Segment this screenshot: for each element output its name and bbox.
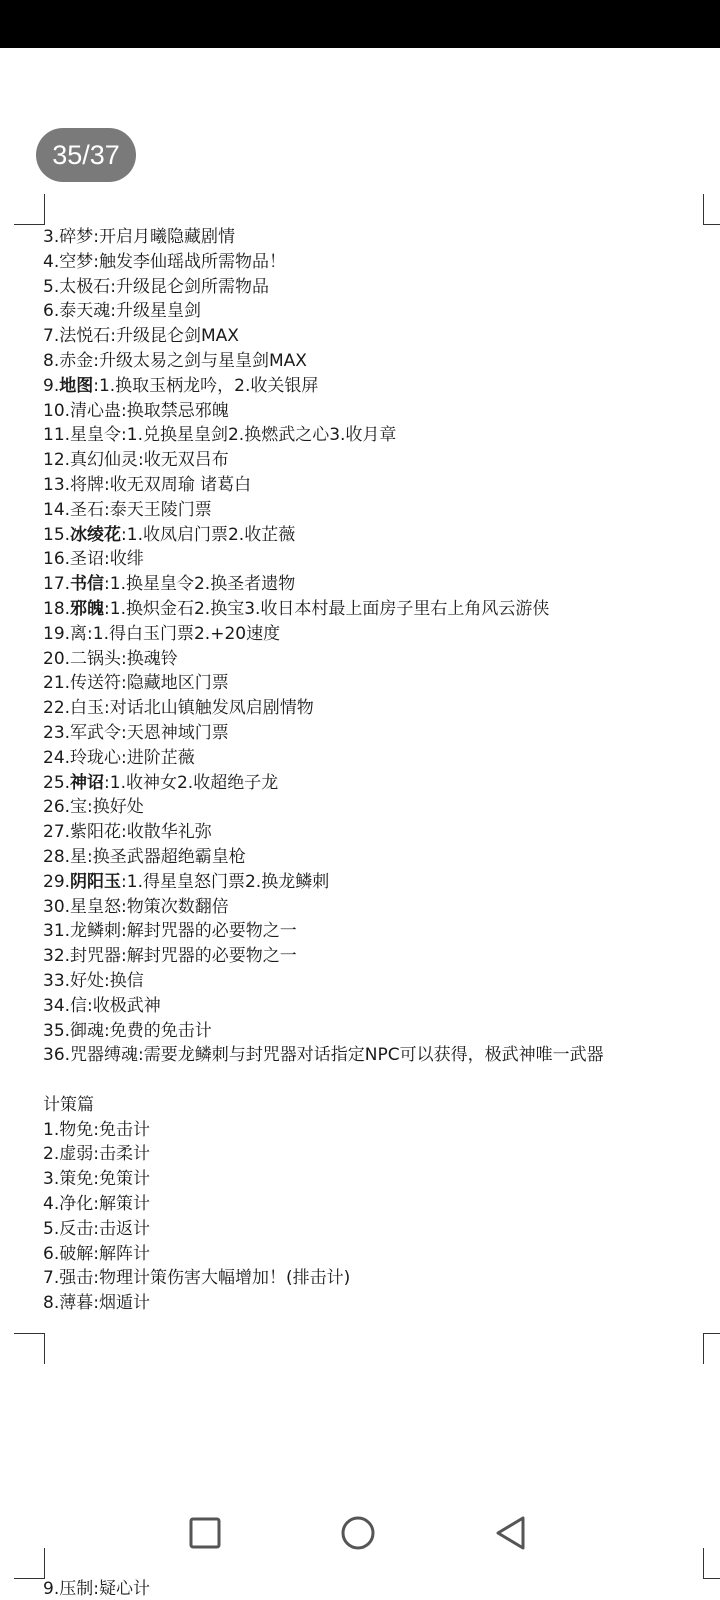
navigation-bar	[0, 1500, 720, 1570]
item-description: 宝:换好处	[70, 797, 144, 818]
item-description: :1.换星皇令2.换圣者遗物	[104, 574, 296, 595]
strategy-list	[43, 1118, 713, 1316]
next-page-first-line: 9.压制:疑心计	[43, 1579, 150, 1599]
item-description: 星皇令:1.兑换星皇剑2.换燃武之心3.收月章	[70, 425, 397, 446]
item-number: 25.	[43, 772, 71, 793]
item-line	[43, 771, 713, 796]
item-line	[43, 919, 713, 944]
item-line	[43, 820, 713, 845]
item-description: 二锅头:换魂铃	[70, 648, 178, 669]
item-line	[43, 721, 713, 746]
item-number: 24.	[43, 747, 71, 768]
square-icon	[186, 1514, 226, 1554]
item-number: 33.	[43, 970, 71, 991]
item-number: 21.	[43, 673, 71, 694]
item-list	[43, 225, 713, 1068]
strategy-line: 5.反击:击返计	[43, 1218, 150, 1239]
item-description: 好处:换信	[70, 970, 144, 991]
item-name-bold: 书信	[70, 574, 105, 595]
item-description: 军武令:天恩神域门票	[70, 722, 229, 743]
strategy-line: 3.策免:免策计	[43, 1169, 150, 1190]
item-description: 清心蛊:换取禁忌邪魄	[70, 400, 229, 421]
item-line	[43, 895, 713, 920]
item-line	[43, 498, 713, 523]
item-description: 白玉:对话北山镇触发凤启剧情物	[70, 698, 314, 719]
item-line	[43, 572, 713, 597]
recent-apps-button[interactable]	[186, 1514, 226, 1554]
page-counter-badge: 35/37	[36, 128, 136, 182]
item-line	[43, 250, 713, 275]
item-line	[43, 845, 713, 870]
item-number: 22.	[43, 698, 71, 719]
item-number: 11.	[43, 425, 71, 446]
item-description: 将牌:收无双周瑜 诸葛白	[70, 474, 252, 495]
item-description: 御魂:免费的免击计	[70, 1020, 212, 1041]
item-number: 26.	[43, 797, 71, 818]
item-description: 圣诏:收绯	[70, 549, 144, 570]
item-line	[43, 969, 713, 994]
item-number: 10.	[43, 400, 71, 421]
item-name-bold: 阴阳玉	[70, 871, 122, 892]
item-description: 法悦石:升级昆仑剑MAX	[59, 326, 239, 347]
back-button[interactable]	[492, 1514, 532, 1554]
home-button[interactable]	[340, 1514, 380, 1554]
item-description: 泰天魂:升级星皇剑	[59, 301, 201, 322]
item-description: 星皇怒:物策次数翻倍	[70, 896, 229, 917]
item-line	[43, 275, 713, 300]
item-description: :1.收神女2.收超绝子龙	[104, 772, 279, 793]
item-line	[43, 597, 713, 622]
item-line	[43, 944, 713, 969]
item-line	[43, 399, 713, 424]
item-number: 7.	[43, 326, 60, 347]
item-line	[43, 994, 713, 1019]
item-number: 19.	[43, 623, 71, 644]
item-number: 4.	[43, 251, 60, 272]
crop-mark-bottom-left	[14, 1333, 45, 1364]
item-number: 29.	[43, 871, 71, 892]
status-bar	[0, 0, 720, 48]
item-line	[43, 423, 713, 448]
item-number: 23.	[43, 722, 71, 743]
item-number: 30.	[43, 896, 71, 917]
item-number: 16.	[43, 549, 71, 570]
item-description: :1.得星皇怒门票2.换龙鳞刺	[121, 871, 330, 892]
item-name-bold: 地图	[59, 375, 94, 396]
item-line	[43, 349, 713, 374]
item-line	[43, 696, 713, 721]
item-description: 太极石:升级昆仑剑所需物品	[59, 276, 269, 297]
item-name-bold: 神诏	[70, 772, 105, 793]
item-number: 36.	[43, 1045, 71, 1066]
item-line	[43, 1043, 713, 1068]
item-number: 17.	[43, 574, 71, 595]
circle-icon	[340, 1514, 380, 1554]
strategy-line: 8.薄暮:烟遁计	[43, 1293, 150, 1314]
item-description: :1.换取玉柄龙吟，2.收关银屏	[93, 375, 319, 396]
item-number: 31.	[43, 921, 71, 942]
item-description: 碎梦:开启月曦隐藏剧情	[59, 227, 235, 247]
item-line	[43, 870, 713, 895]
item-line	[43, 299, 713, 324]
item-description: 离:1.得白玉门票2.+20速度	[70, 623, 281, 644]
strategy-line: 4.净化:解策计	[43, 1194, 150, 1215]
item-description: 龙鳞刺:解封咒器的必要物之一	[70, 921, 297, 942]
item-name-bold: 邪魄	[70, 598, 105, 619]
item-description: 玲珑心:进阶芷薇	[70, 747, 195, 768]
crop-mark-top-right	[703, 194, 720, 225]
item-number: 32.	[43, 946, 71, 967]
item-number: 35.	[43, 1020, 71, 1041]
strategy-heading: 计策篇	[43, 1094, 94, 1115]
item-line	[43, 746, 713, 771]
item-line	[43, 523, 713, 548]
item-number: 12.	[43, 450, 71, 471]
item-line	[43, 324, 713, 349]
item-number: 27.	[43, 822, 71, 843]
item-description: :1.换炽金石2.换宝3.收日本村最上面房子里右上角风云游侠	[104, 598, 550, 619]
item-number: 28.	[43, 846, 71, 867]
item-number: 18.	[43, 598, 71, 619]
item-line	[43, 225, 713, 250]
item-description: 真幻仙灵:收无双吕布	[70, 450, 229, 471]
item-line	[43, 448, 713, 473]
crop-mark-top-left	[14, 194, 45, 225]
item-line	[43, 1019, 713, 1044]
spacer	[43, 1068, 713, 1093]
item-description: 赤金:升级太易之剑与星皇剑MAX	[59, 350, 307, 371]
item-line	[43, 547, 713, 572]
strategy-line: 6.破解:解阵计	[43, 1243, 150, 1264]
strategy-line: 2.虚弱:击柔计	[43, 1144, 150, 1165]
crop-mark-bottom-right	[703, 1333, 720, 1364]
item-description: 星:换圣武器超绝霸皇枪	[70, 846, 246, 867]
item-line	[43, 647, 713, 672]
item-number: 8.	[43, 350, 60, 371]
item-description: 圣石:泰天王陵门票	[70, 499, 212, 520]
item-number: 6.	[43, 301, 60, 322]
item-description: 空梦:触发李仙瑶战所需物品！	[59, 251, 286, 272]
item-description: 封咒器:解封咒器的必要物之一	[70, 946, 297, 967]
item-line	[43, 622, 713, 647]
item-number: 9.	[43, 375, 60, 396]
triangle-back-icon	[492, 1514, 532, 1554]
strategy-line: 1.物免:免击计	[43, 1119, 150, 1140]
item-line	[43, 374, 713, 399]
item-number: 34.	[43, 995, 71, 1016]
item-number: 20.	[43, 648, 71, 669]
item-number: 5.	[43, 276, 60, 297]
item-number: 15.	[43, 524, 71, 545]
item-line	[43, 671, 713, 696]
item-number: 14.	[43, 499, 71, 520]
item-description: 咒器缚魂:需要龙鳞刺与封咒器对话指定NPC可以获得，极武神唯一武器	[70, 1045, 604, 1066]
document-page	[43, 225, 713, 1316]
strategy-line: 7.强击:物理计策伤害大幅增加！(排击计)	[43, 1268, 351, 1289]
item-description: :1.收凤启门票2.收芷薇	[121, 524, 296, 545]
item-number: 3.	[43, 227, 60, 247]
item-description: 传送符:隐藏地区门票	[70, 673, 229, 694]
item-name-bold: 冰绫花	[70, 524, 122, 545]
item-line	[43, 473, 713, 498]
item-number: 13.	[43, 474, 71, 495]
item-description: 紫阳花:收散华礼弥	[70, 822, 212, 843]
item-line	[43, 795, 713, 820]
item-description: 信:收极武神	[70, 995, 161, 1016]
